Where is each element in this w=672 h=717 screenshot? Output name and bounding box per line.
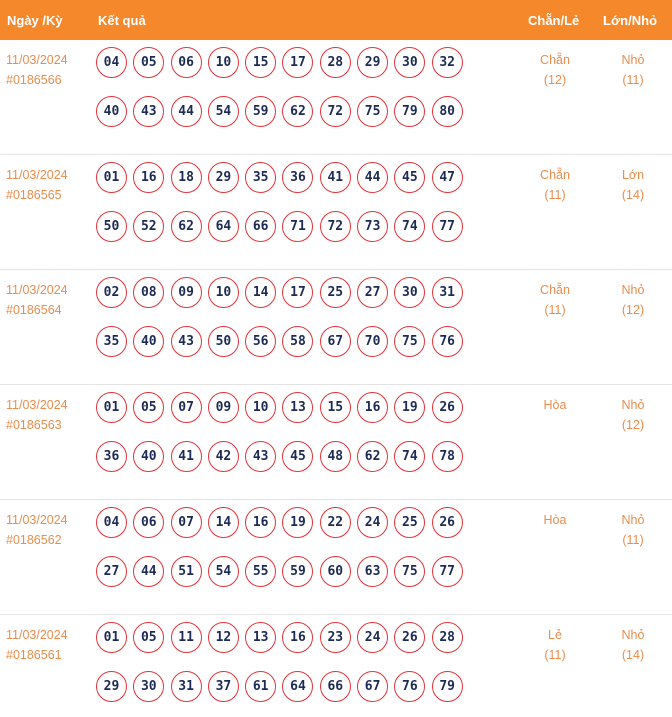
number-ball: 10 [208, 277, 239, 308]
number-ball: 26 [432, 392, 463, 423]
number-ball: 06 [171, 47, 202, 78]
number-line [96, 47, 476, 79]
number-ball: 54 [208, 96, 239, 127]
number-ball: 73 [357, 211, 388, 242]
number-ball: 37 [208, 671, 239, 702]
number-ball: 32 [432, 47, 463, 78]
number-ball: 43 [171, 326, 202, 357]
number-ball: 79 [432, 671, 463, 702]
header-date-label: Ngày /Kỳ [7, 13, 63, 28]
result-numbers [96, 47, 476, 145]
number-ball: 79 [394, 96, 425, 127]
number-ball: 44 [133, 556, 164, 587]
draw-info [6, 50, 68, 90]
result-numbers [96, 277, 476, 375]
table-row [0, 500, 672, 615]
number-ball: 75 [394, 326, 425, 357]
number-ball: 45 [282, 441, 313, 472]
parity-result [525, 280, 585, 320]
number-ball: 55 [245, 556, 276, 587]
result-numbers [96, 622, 476, 717]
number-ball: 63 [357, 556, 388, 587]
number-ball: 44 [357, 162, 388, 193]
number-ball: 07 [171, 507, 202, 538]
parity-label: Chẵn [540, 53, 570, 67]
header-result-label: Kết quả [98, 13, 146, 28]
number-ball: 13 [282, 392, 313, 423]
number-ball: 41 [171, 441, 202, 472]
number-line [96, 507, 476, 539]
size-label: Nhỏ [621, 398, 645, 412]
number-ball: 64 [208, 211, 239, 242]
number-ball: 50 [96, 211, 127, 242]
number-ball: 52 [133, 211, 164, 242]
draw-id: #0186563 [6, 418, 62, 432]
number-ball: 06 [133, 507, 164, 538]
number-ball: 23 [320, 622, 351, 653]
draw-id: #0186566 [6, 73, 62, 87]
parity-label: Lẻ [548, 628, 562, 642]
parity-count: (11) [544, 648, 566, 662]
draw-date: 11/03/2024 [6, 53, 68, 67]
parity-result [525, 395, 585, 415]
parity-count: (11) [544, 303, 566, 317]
number-ball: 40 [133, 441, 164, 472]
parity-count: (12) [543, 73, 567, 87]
number-ball: 66 [320, 671, 351, 702]
table-row [0, 155, 672, 270]
number-ball: 27 [357, 277, 388, 308]
number-ball: 07 [171, 392, 202, 423]
number-ball: 13 [245, 622, 276, 653]
number-ball: 77 [432, 211, 463, 242]
number-ball: 12 [208, 622, 239, 653]
number-ball: 29 [357, 47, 388, 78]
number-ball: 43 [245, 441, 276, 472]
number-ball: 61 [245, 671, 276, 702]
number-ball: 19 [282, 507, 313, 538]
number-line [96, 277, 476, 309]
number-ball: 45 [394, 162, 425, 193]
number-ball: 72 [320, 211, 351, 242]
number-ball: 30 [394, 47, 425, 78]
number-ball: 15 [245, 47, 276, 78]
number-ball: 62 [357, 441, 388, 472]
number-ball: 50 [208, 326, 239, 357]
size-result [603, 50, 663, 90]
number-ball: 26 [394, 622, 425, 653]
number-ball: 51 [171, 556, 202, 587]
number-ball: 02 [96, 277, 127, 308]
number-ball: 30 [394, 277, 425, 308]
header-parity-label: Chẵn/Lẻ [528, 13, 580, 28]
number-ball: 27 [96, 556, 127, 587]
size-count: (14) [621, 188, 645, 202]
number-ball: 16 [133, 162, 164, 193]
table-row [0, 40, 672, 155]
number-ball: 24 [357, 622, 388, 653]
number-ball: 24 [357, 507, 388, 538]
number-ball: 54 [208, 556, 239, 587]
number-ball: 10 [208, 47, 239, 78]
number-line [96, 211, 476, 243]
number-ball: 42 [208, 441, 239, 472]
parity-label: Chẵn [540, 168, 570, 182]
number-ball: 60 [320, 556, 351, 587]
number-ball: 19 [394, 392, 425, 423]
number-ball: 28 [432, 622, 463, 653]
table-row [0, 615, 672, 717]
number-ball: 30 [133, 671, 164, 702]
draw-info [6, 510, 68, 550]
number-ball: 62 [171, 211, 202, 242]
number-ball: 40 [96, 96, 127, 127]
number-ball: 78 [432, 441, 463, 472]
draw-info [6, 395, 68, 435]
number-ball: 67 [320, 326, 351, 357]
result-numbers [96, 392, 476, 490]
number-ball: 76 [394, 671, 425, 702]
draw-date: 11/03/2024 [6, 283, 68, 297]
number-ball: 05 [133, 622, 164, 653]
number-line [96, 326, 476, 358]
number-ball: 56 [245, 326, 276, 357]
number-ball: 48 [320, 441, 351, 472]
number-ball: 14 [245, 277, 276, 308]
parity-result [525, 50, 585, 90]
size-count: (12) [621, 418, 645, 432]
number-ball: 76 [432, 326, 463, 357]
draw-info [6, 280, 68, 320]
number-ball: 36 [282, 162, 313, 193]
number-ball: 59 [245, 96, 276, 127]
number-line [96, 556, 476, 588]
parity-result [525, 165, 585, 205]
number-ball: 17 [282, 277, 313, 308]
size-label: Lớn [621, 168, 645, 182]
size-result [603, 510, 663, 550]
size-result [603, 625, 663, 665]
number-ball: 04 [96, 47, 127, 78]
number-ball: 75 [394, 556, 425, 587]
number-ball: 09 [208, 392, 239, 423]
number-ball: 44 [171, 96, 202, 127]
number-ball: 10 [245, 392, 276, 423]
number-ball: 25 [320, 277, 351, 308]
number-ball: 05 [133, 392, 164, 423]
number-ball: 08 [133, 277, 164, 308]
number-ball: 75 [357, 96, 388, 127]
draw-id: #0186564 [6, 303, 62, 317]
number-ball: 70 [357, 326, 388, 357]
number-ball: 36 [96, 441, 127, 472]
number-ball: 16 [282, 622, 313, 653]
draw-date: 11/03/2024 [6, 398, 68, 412]
number-ball: 29 [96, 671, 127, 702]
size-result [603, 395, 663, 435]
draw-date: 11/03/2024 [6, 168, 68, 182]
number-ball: 64 [282, 671, 313, 702]
number-ball: 74 [394, 441, 425, 472]
parity-label: Hòa [543, 398, 567, 412]
number-ball: 09 [171, 277, 202, 308]
size-label: Nhỏ [621, 283, 645, 297]
number-ball: 71 [282, 211, 313, 242]
header-size-label: Lớn/Nhỏ [603, 13, 658, 28]
number-ball: 01 [96, 622, 127, 653]
size-label: Nhỏ [621, 628, 645, 642]
size-result [603, 280, 663, 320]
number-ball: 31 [432, 277, 463, 308]
number-ball: 11 [171, 622, 202, 653]
size-count: (14) [621, 648, 645, 662]
number-ball: 16 [357, 392, 388, 423]
draw-id: #0186561 [6, 648, 62, 662]
number-ball: 62 [282, 96, 313, 127]
size-result [603, 165, 663, 205]
number-line [96, 162, 476, 194]
number-ball: 17 [282, 47, 313, 78]
number-ball: 22 [320, 507, 351, 538]
number-ball: 58 [282, 326, 313, 357]
number-ball: 72 [320, 96, 351, 127]
number-ball: 04 [96, 507, 127, 538]
number-ball: 26 [432, 507, 463, 538]
draw-date: 11/03/2024 [6, 513, 68, 527]
number-ball: 35 [245, 162, 276, 193]
number-ball: 66 [245, 211, 276, 242]
size-label: Nhỏ [621, 53, 645, 67]
table-row [0, 270, 672, 385]
result-numbers [96, 507, 476, 605]
number-ball: 43 [133, 96, 164, 127]
size-count: (12) [621, 303, 645, 317]
number-ball: 28 [320, 47, 351, 78]
result-numbers [96, 162, 476, 260]
number-ball: 05 [133, 47, 164, 78]
parity-count: (11) [544, 188, 566, 202]
number-ball: 80 [432, 96, 463, 127]
number-line [96, 441, 476, 473]
number-ball: 40 [133, 326, 164, 357]
number-ball: 25 [394, 507, 425, 538]
table-header [0, 0, 672, 40]
number-line [96, 392, 476, 424]
draw-info [6, 165, 68, 205]
draw-id: #0186562 [6, 533, 62, 547]
table-row [0, 385, 672, 500]
parity-result [525, 510, 585, 530]
number-ball: 18 [171, 162, 202, 193]
number-ball: 01 [96, 392, 127, 423]
number-ball: 67 [357, 671, 388, 702]
number-ball: 15 [320, 392, 351, 423]
number-ball: 01 [96, 162, 127, 193]
number-line [96, 96, 476, 128]
number-ball: 16 [245, 507, 276, 538]
number-ball: 47 [432, 162, 463, 193]
parity-label: Hòa [543, 513, 567, 527]
number-line [96, 671, 476, 703]
number-ball: 35 [96, 326, 127, 357]
size-count: (11) [622, 73, 644, 87]
number-ball: 14 [208, 507, 239, 538]
draw-date: 11/03/2024 [6, 628, 68, 642]
number-ball: 41 [320, 162, 351, 193]
number-ball: 29 [208, 162, 239, 193]
draw-info [6, 625, 68, 665]
number-ball: 77 [432, 556, 463, 587]
number-ball: 59 [282, 556, 313, 587]
number-ball: 31 [171, 671, 202, 702]
number-line [96, 622, 476, 654]
draw-id: #0186565 [6, 188, 62, 202]
results-rows [0, 40, 672, 717]
parity-label: Chẵn [540, 283, 570, 297]
size-count: (11) [622, 533, 644, 547]
parity-result [525, 625, 585, 665]
size-label: Nhỏ [621, 513, 645, 527]
number-ball: 74 [394, 211, 425, 242]
